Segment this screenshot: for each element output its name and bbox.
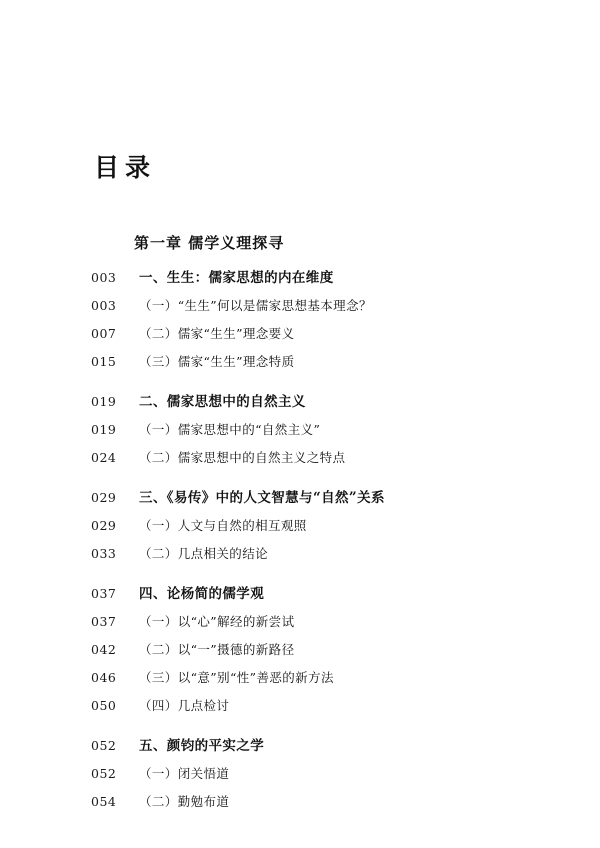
- toc-entry-label: （一）闭关悟道: [139, 766, 230, 781]
- toc-entry-label: （三）儒家“生生”理念特质: [139, 354, 295, 369]
- toc-entry[interactable]: [0, 444, 600, 472]
- toc-entry-label: （二）几点相关的结论: [139, 546, 269, 561]
- toc-entry-page-number: 029: [91, 518, 117, 533]
- toc-entry-label: （二）儒家思想中的自然主义之特点: [139, 450, 346, 465]
- toc-entry-label: 三、《易传》中的人文智慧与“自然”关系: [139, 490, 385, 506]
- toc-entry-label: （一）以“心”解经的新尝试: [139, 614, 295, 629]
- toc-entry-label: （二）勤勉布道: [139, 794, 230, 809]
- toc-entry[interactable]: [0, 692, 600, 720]
- toc-entry-label: 四、论杨简的儒学观: [139, 586, 265, 602]
- toc-entry-page-number: 052: [91, 766, 117, 781]
- toc-entry-label: （一）人文与自然的相互观照: [139, 518, 307, 533]
- toc-entry-page-number: 033: [91, 546, 117, 561]
- toc-entry-label: （二）以“一”摄德的新路径: [139, 642, 295, 657]
- toc-entry-page-number: 046: [91, 670, 117, 685]
- toc-entry-page-number: 019: [91, 422, 117, 437]
- toc-entry-label: 五、颜钧的平实之学: [139, 738, 265, 754]
- toc-entry[interactable]: [0, 484, 600, 512]
- toc-entry-page-number: 054: [91, 794, 117, 809]
- toc-entry[interactable]: [0, 608, 600, 636]
- toc-entry-label: 一、生生：儒家思想的内在维度: [139, 270, 334, 286]
- toc-entry-page-number: 029: [91, 490, 117, 505]
- toc-entry[interactable]: [0, 788, 600, 816]
- toc-entry[interactable]: [0, 636, 600, 664]
- toc-entry[interactable]: [0, 292, 600, 320]
- toc-entry[interactable]: [0, 664, 600, 692]
- toc-entry-label: （三）以“意”别“性”善恶的新方法: [139, 670, 334, 685]
- toc-entry-page-number: 019: [91, 394, 117, 409]
- toc-entry-page-number: 007: [91, 326, 117, 341]
- toc-entry-page-number: 037: [91, 586, 117, 601]
- toc-entry[interactable]: [0, 416, 600, 444]
- toc-entry-label: （四）几点检讨: [139, 698, 230, 713]
- toc-entry[interactable]: [0, 388, 600, 416]
- toc-entry[interactable]: [0, 732, 600, 760]
- toc-entry-page-number: 015: [91, 354, 117, 369]
- toc-entry-page-number: 024: [91, 450, 117, 465]
- toc-entry-label: （一）“生生”何以是儒家思想基本理念？: [139, 298, 372, 313]
- toc-entry-page-number: 052: [91, 738, 117, 753]
- toc-entry-page-number: 050: [91, 698, 117, 713]
- toc-entry-label: 二、儒家思想中的自然主义: [139, 394, 306, 410]
- toc-entry-list: [0, 264, 600, 816]
- toc-entry[interactable]: [0, 540, 600, 568]
- toc-entry-page-number: 037: [91, 614, 117, 629]
- toc-entry[interactable]: [0, 320, 600, 348]
- toc-entry-page-number: 003: [91, 298, 117, 313]
- toc-entry-label: （一）儒家思想中的“自然主义”: [139, 422, 321, 437]
- toc-entry[interactable]: [0, 760, 600, 788]
- toc-entry-label: （二）儒家“生生”理念要义: [139, 326, 295, 341]
- toc-entry[interactable]: [0, 264, 600, 292]
- toc-entry-page-number: 042: [91, 642, 117, 657]
- page-title: 目录: [94, 153, 157, 182]
- toc-entry[interactable]: [0, 512, 600, 540]
- toc-entry[interactable]: [0, 580, 600, 608]
- toc-entry[interactable]: [0, 348, 600, 376]
- toc-entry-page-number: 003: [91, 270, 117, 285]
- chapter-heading: 第一章 儒学义理探寻: [134, 234, 285, 252]
